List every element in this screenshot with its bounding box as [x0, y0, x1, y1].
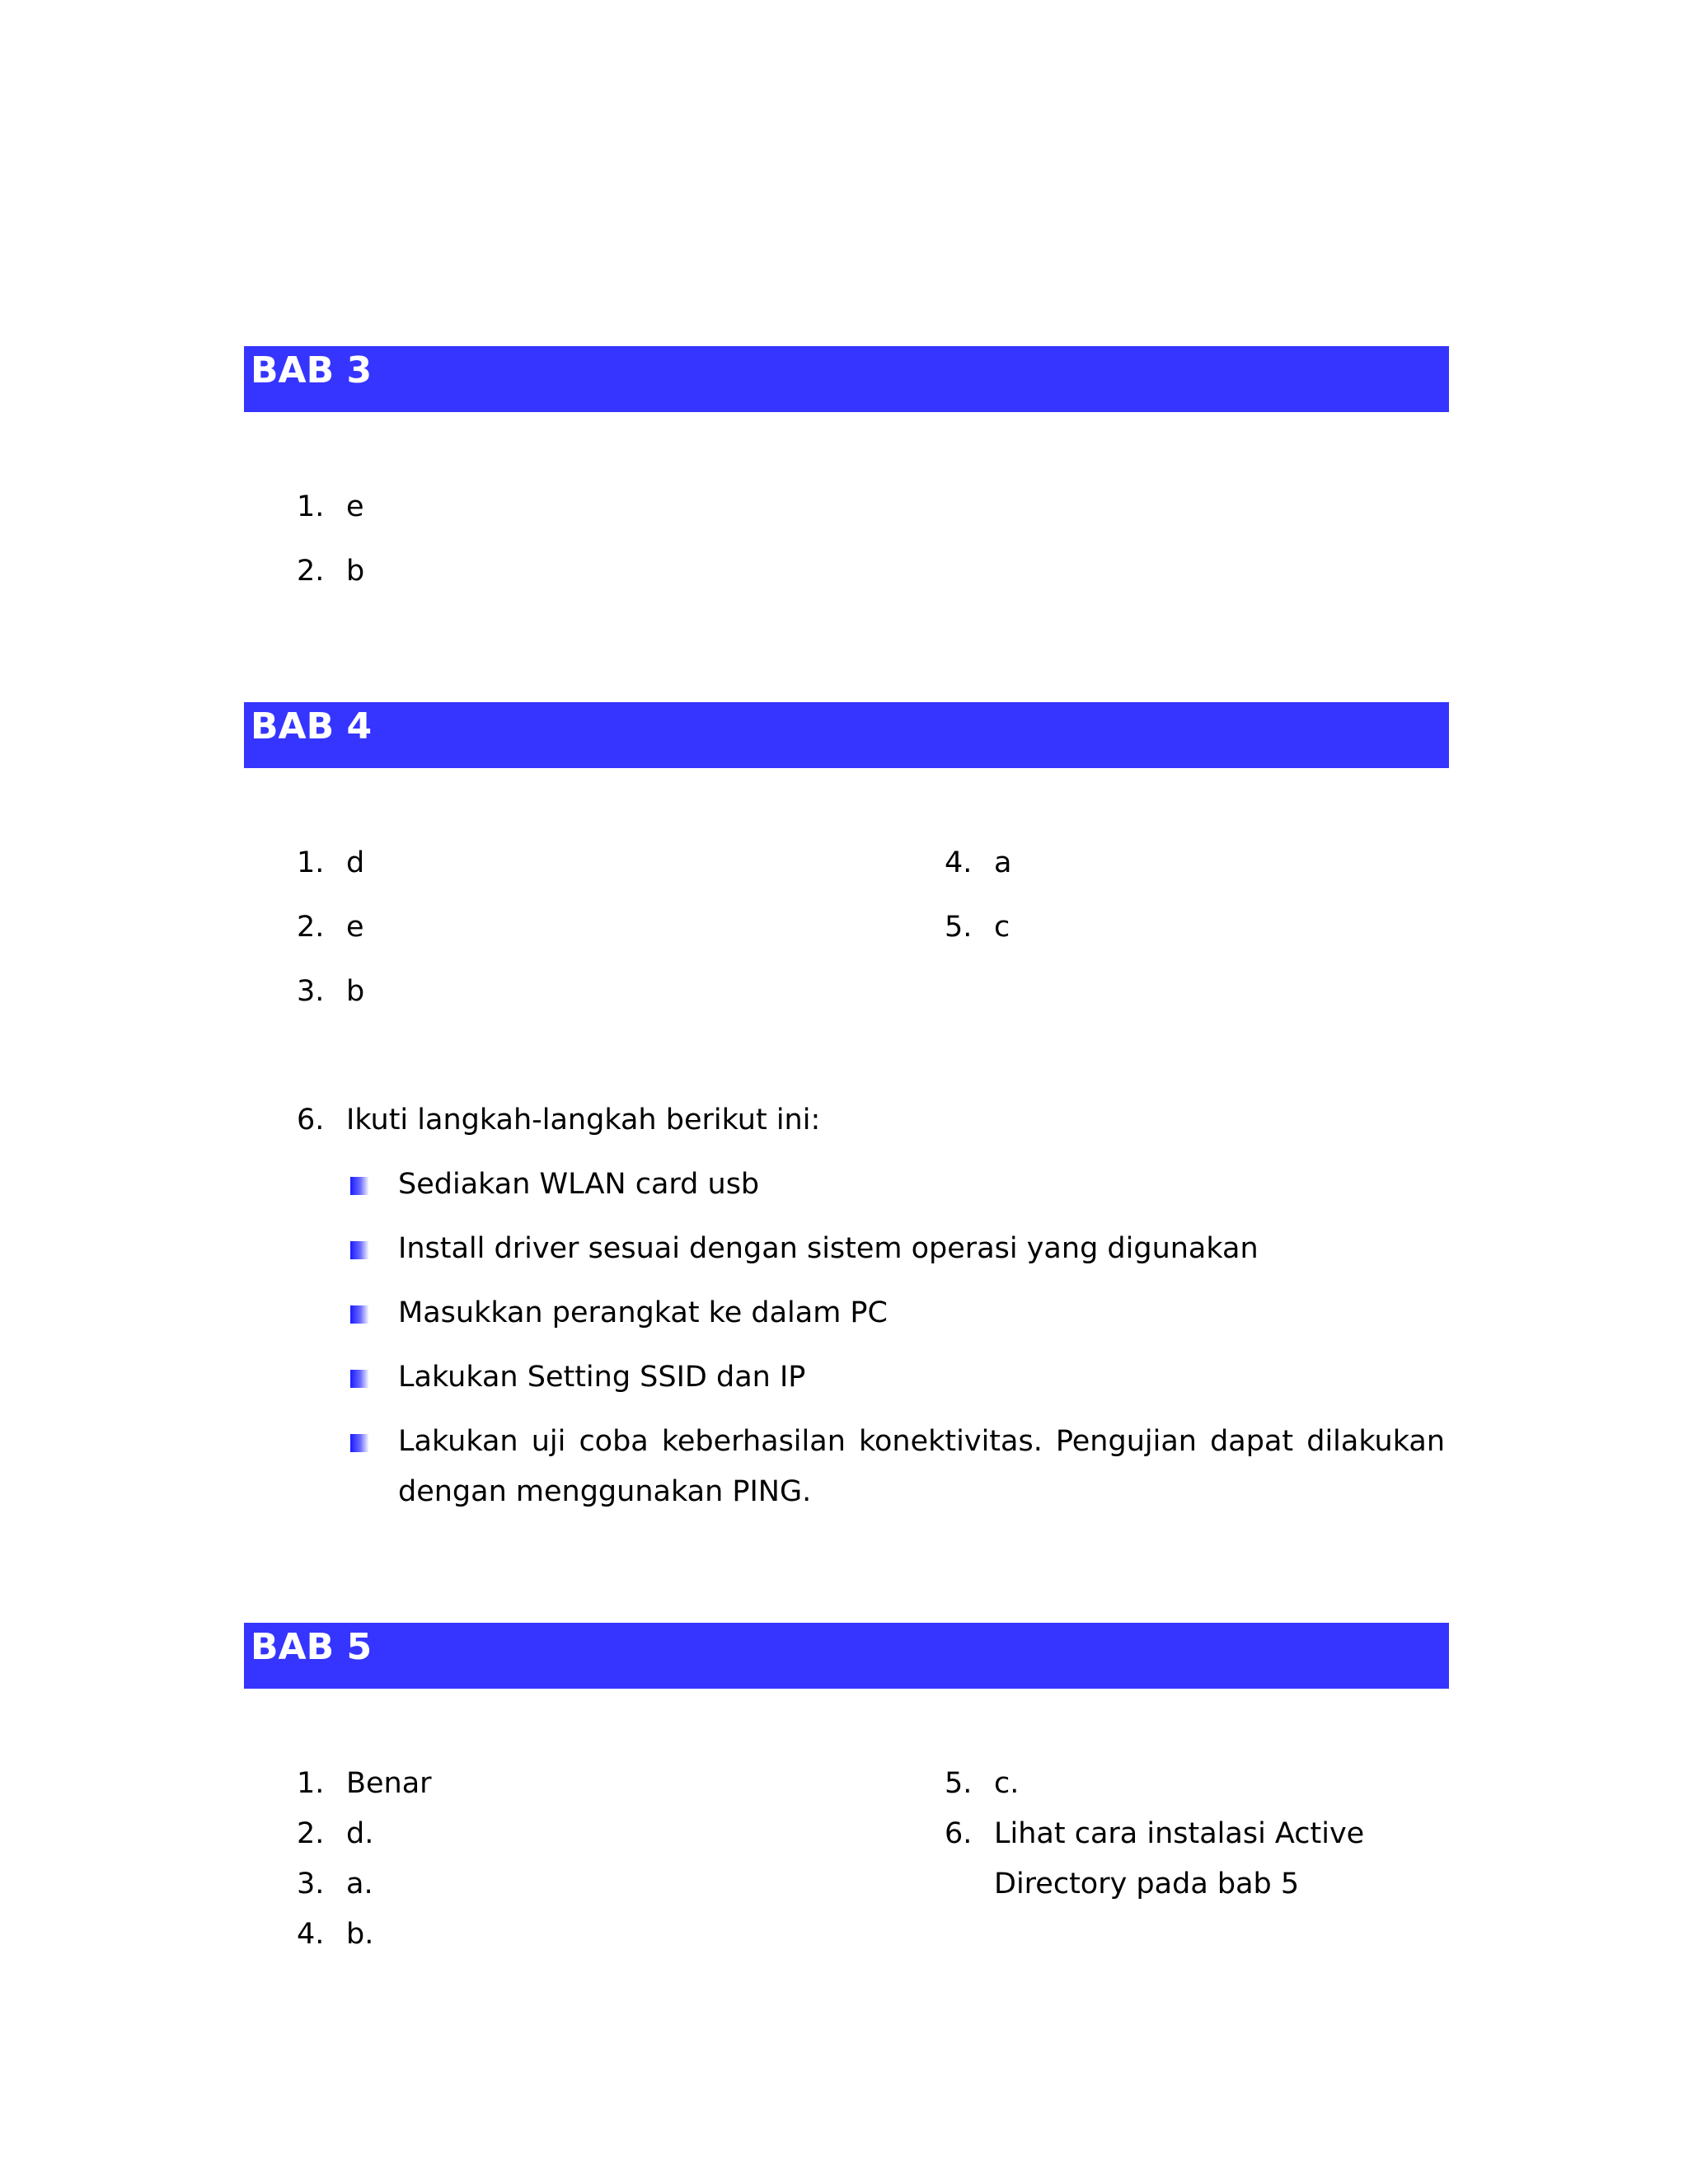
step-text-long: Lakukan uji coba keberhasilan konektivitas. Pengujian dapat dilakukan dengan menggunakan PING. — [398, 1425, 1445, 1508]
answer-number: 4. — [945, 846, 973, 879]
step-text: Lakukan Setting SSID dan IP — [398, 1361, 806, 1394]
answer-text: b. — [346, 1918, 374, 1951]
square-bullet-icon — [350, 1434, 368, 1452]
answer-text: e — [346, 911, 364, 944]
square-bullet-icon — [350, 1370, 368, 1388]
answer-number: 6. — [945, 1817, 973, 1850]
answer-text: b — [346, 975, 365, 1008]
answer-text: d — [346, 846, 365, 879]
answer-text: e — [346, 490, 364, 523]
bab5-answer-6-text: Lihat cara instalasi Active Directory pada bab 5 — [994, 1817, 1365, 1900]
answer-text: a — [994, 846, 1012, 879]
answer-text: c — [994, 911, 1010, 944]
answer-number: 1. — [297, 490, 325, 523]
step-text: Install driver sesuai dengan sistem operasi yang digunakan — [398, 1232, 1259, 1265]
answer-number: 3. — [297, 975, 325, 1008]
answer-text: a. — [346, 1868, 373, 1900]
answer-number: 2. — [297, 555, 325, 588]
answer-text: Ikuti langkah-langkah berikut ini: — [346, 1104, 821, 1137]
answer-text: d. — [346, 1817, 374, 1850]
step-text: Sediakan WLAN card usb — [398, 1168, 760, 1201]
answer-number: 2. — [297, 1817, 325, 1850]
bab5-header-bar — [244, 1623, 1449, 1689]
bab3-title: BAB 3 — [251, 349, 373, 391]
answer-text: b — [346, 555, 365, 588]
square-bullet-icon — [350, 1177, 368, 1195]
square-bullet-icon — [350, 1305, 368, 1324]
answer-text: c. — [994, 1767, 1020, 1800]
step-text: Masukkan perangkat ke dalam PC — [398, 1296, 888, 1329]
bab4-header-bar — [244, 702, 1449, 768]
bab4-title: BAB 4 — [251, 705, 373, 748]
answer-number: 5. — [945, 911, 973, 944]
bab3-header-bar — [244, 346, 1449, 412]
answer-number: 1. — [297, 846, 325, 879]
bab5-title: BAB 5 — [251, 1626, 373, 1668]
square-bullet-icon — [350, 1241, 368, 1259]
answer-number: 6. — [297, 1104, 325, 1137]
answer-number: 2. — [297, 911, 325, 944]
answer-number: 4. — [297, 1918, 325, 1951]
answer-text: Benar — [346, 1767, 432, 1800]
answer-number: 5. — [945, 1767, 973, 1800]
answer-number: 3. — [297, 1868, 325, 1900]
answer-number: 1. — [297, 1767, 325, 1800]
